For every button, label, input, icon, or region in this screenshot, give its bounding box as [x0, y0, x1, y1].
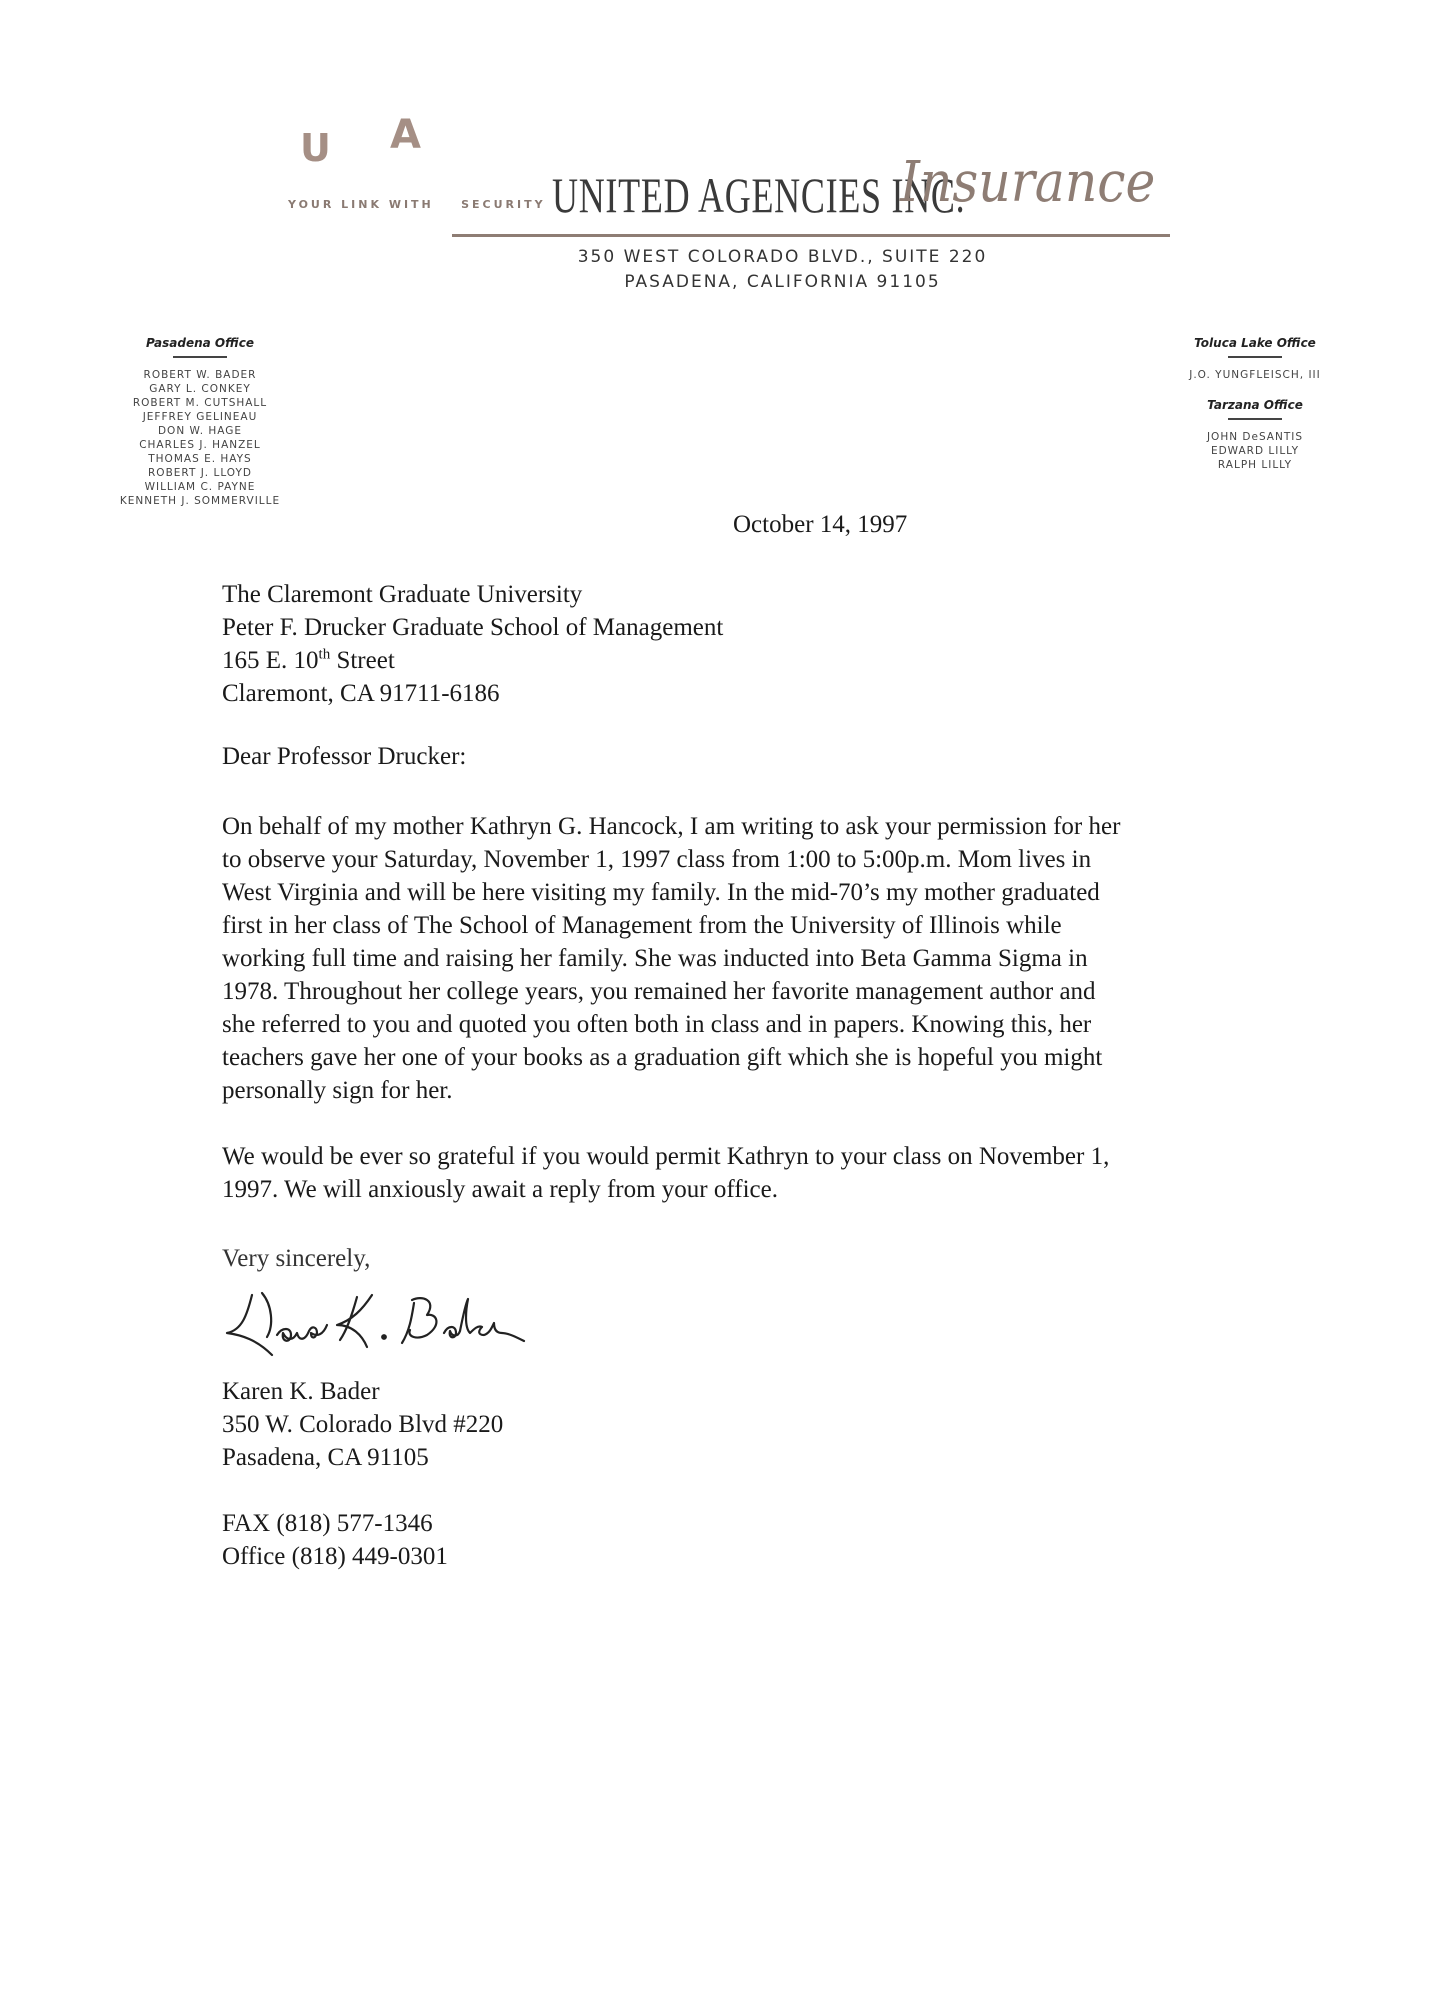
- recipient-address: [222, 578, 723, 710]
- staff-name: ROBERT M. CUTSHALL: [132, 397, 268, 409]
- paragraph-line: 1978. Throughout her college years, you remained her favorite management author and: [222, 978, 1096, 1005]
- paragraph-line: West Virginia and will be here visiting my family. In the mid-70’s my mother graduated: [222, 879, 1100, 906]
- staff-name: ROBERT W. BADER: [143, 369, 257, 381]
- staff-name: ROBERT J. LLOYD: [148, 467, 252, 479]
- staff-name: THOMAS E. HAYS: [148, 453, 252, 465]
- sender-address-line: Pasadena, CA 91105: [222, 1444, 429, 1471]
- office-divider: [173, 356, 227, 358]
- recipient-line: The Claremont Graduate University: [222, 581, 583, 608]
- sender-block: [222, 1375, 503, 1474]
- toluca-lake-staff-list: [1155, 368, 1355, 382]
- sender-name: Karen K. Bader: [222, 1378, 380, 1405]
- staff-name: KENNETH J. SOMMERVILLE: [119, 495, 281, 507]
- paragraph-line: On behalf of my mother Kathryn G. Hancock, I am writing to ask your permission for her: [222, 813, 1121, 840]
- sender-address-line: 350 W. Colorado Blvd #220: [222, 1411, 504, 1438]
- tarzana-staff-list: [1155, 430, 1355, 472]
- toluca-lake-office-title: Toluca Lake Office: [1194, 336, 1316, 350]
- contact-block: [222, 1507, 448, 1573]
- paragraph-line: 1997. We will anxiously await a reply from your office.: [222, 1176, 778, 1203]
- salutation: Dear Professor Drucker:: [222, 743, 467, 770]
- paragraph-line: We would be ever so grateful if you would permit Kathryn to your class on November 1,: [222, 1143, 1110, 1170]
- tarzana-office-title: Tarzana Office: [1207, 398, 1303, 412]
- insurance-script: Insurance: [900, 150, 1156, 215]
- recipient-street-post: Street: [330, 647, 395, 674]
- other-offices: [1155, 336, 1355, 472]
- staff-name: RALPH LILLY: [1217, 459, 1293, 471]
- paragraph-line: personally sign for her.: [222, 1077, 453, 1104]
- office-number: Office (818) 449-0301: [222, 1543, 448, 1570]
- paragraph-line: teachers gave her one of your books as a graduation gift which she is hopeful you might: [222, 1044, 1103, 1071]
- staff-name: GARY L. CONKEY: [149, 383, 251, 395]
- signature-icon: [222, 1275, 582, 1365]
- office-divider: [1228, 418, 1282, 420]
- recipient-street-sup: th: [318, 646, 331, 663]
- paragraph-line: to observe your Saturday, November 1, 1997 class from 1:00 to 5:00p.m. Mom lives in: [222, 846, 1092, 873]
- paragraph-line: working full time and raising her family. She was inducted into Beta Gamma Sigma in: [222, 945, 1088, 972]
- header-rule: [452, 234, 1170, 237]
- pasadena-office: [95, 336, 305, 508]
- logo-letter-u: U: [300, 126, 333, 170]
- company-address-line2: PASADENA, CALIFORNIA 91105: [624, 272, 941, 292]
- closing: Very sincerely,: [222, 1245, 371, 1272]
- staff-name: EDWARD LILLY: [1210, 445, 1300, 457]
- tagline: YOUR LINK WITH SECURITY: [288, 198, 546, 211]
- letter-date: October 14, 1997: [733, 511, 908, 538]
- recipient-street-pre: 165 E. 10: [222, 647, 319, 674]
- handwritten-signature: [222, 1275, 582, 1370]
- recipient-line: Claremont, CA 91711-6186: [222, 680, 500, 707]
- office-divider: [1228, 356, 1282, 358]
- body-paragraph-2: [222, 1140, 1252, 1206]
- logo-letter-a: A: [390, 112, 421, 158]
- recipient-line: [222, 644, 723, 677]
- company-name: UNITED AGENCIES INC.: [552, 167, 966, 223]
- fax-number: FAX (818) 577-1346: [222, 1510, 433, 1537]
- staff-name: JOHN DeSANTIS: [1206, 431, 1304, 443]
- recipient-line: Peter F. Drucker Graduate School of Management: [222, 614, 724, 641]
- staff-name: JEFFREY GELINEAU: [142, 411, 258, 423]
- body-paragraph-1: [222, 810, 1252, 1107]
- staff-name: CHARLES J. HANZEL: [139, 439, 261, 451]
- paragraph-line: first in her class of The School of Management from the University of Illinois while: [222, 912, 1062, 939]
- staff-name: J.O. YUNGFLEISCH, III: [1189, 369, 1321, 381]
- pasadena-office-title: Pasadena Office: [145, 336, 255, 350]
- staff-name: DON W. HAGE: [157, 425, 243, 437]
- pasadena-staff-list: [95, 368, 305, 508]
- company-address-line1: 350 WEST COLORADO BLVD., SUITE 220: [577, 247, 988, 267]
- staff-name: WILLIAM C. PAYNE: [144, 481, 256, 493]
- paragraph-line: she referred to you and quoted you often both in class and in papers. Knowing this, her: [222, 1011, 1092, 1038]
